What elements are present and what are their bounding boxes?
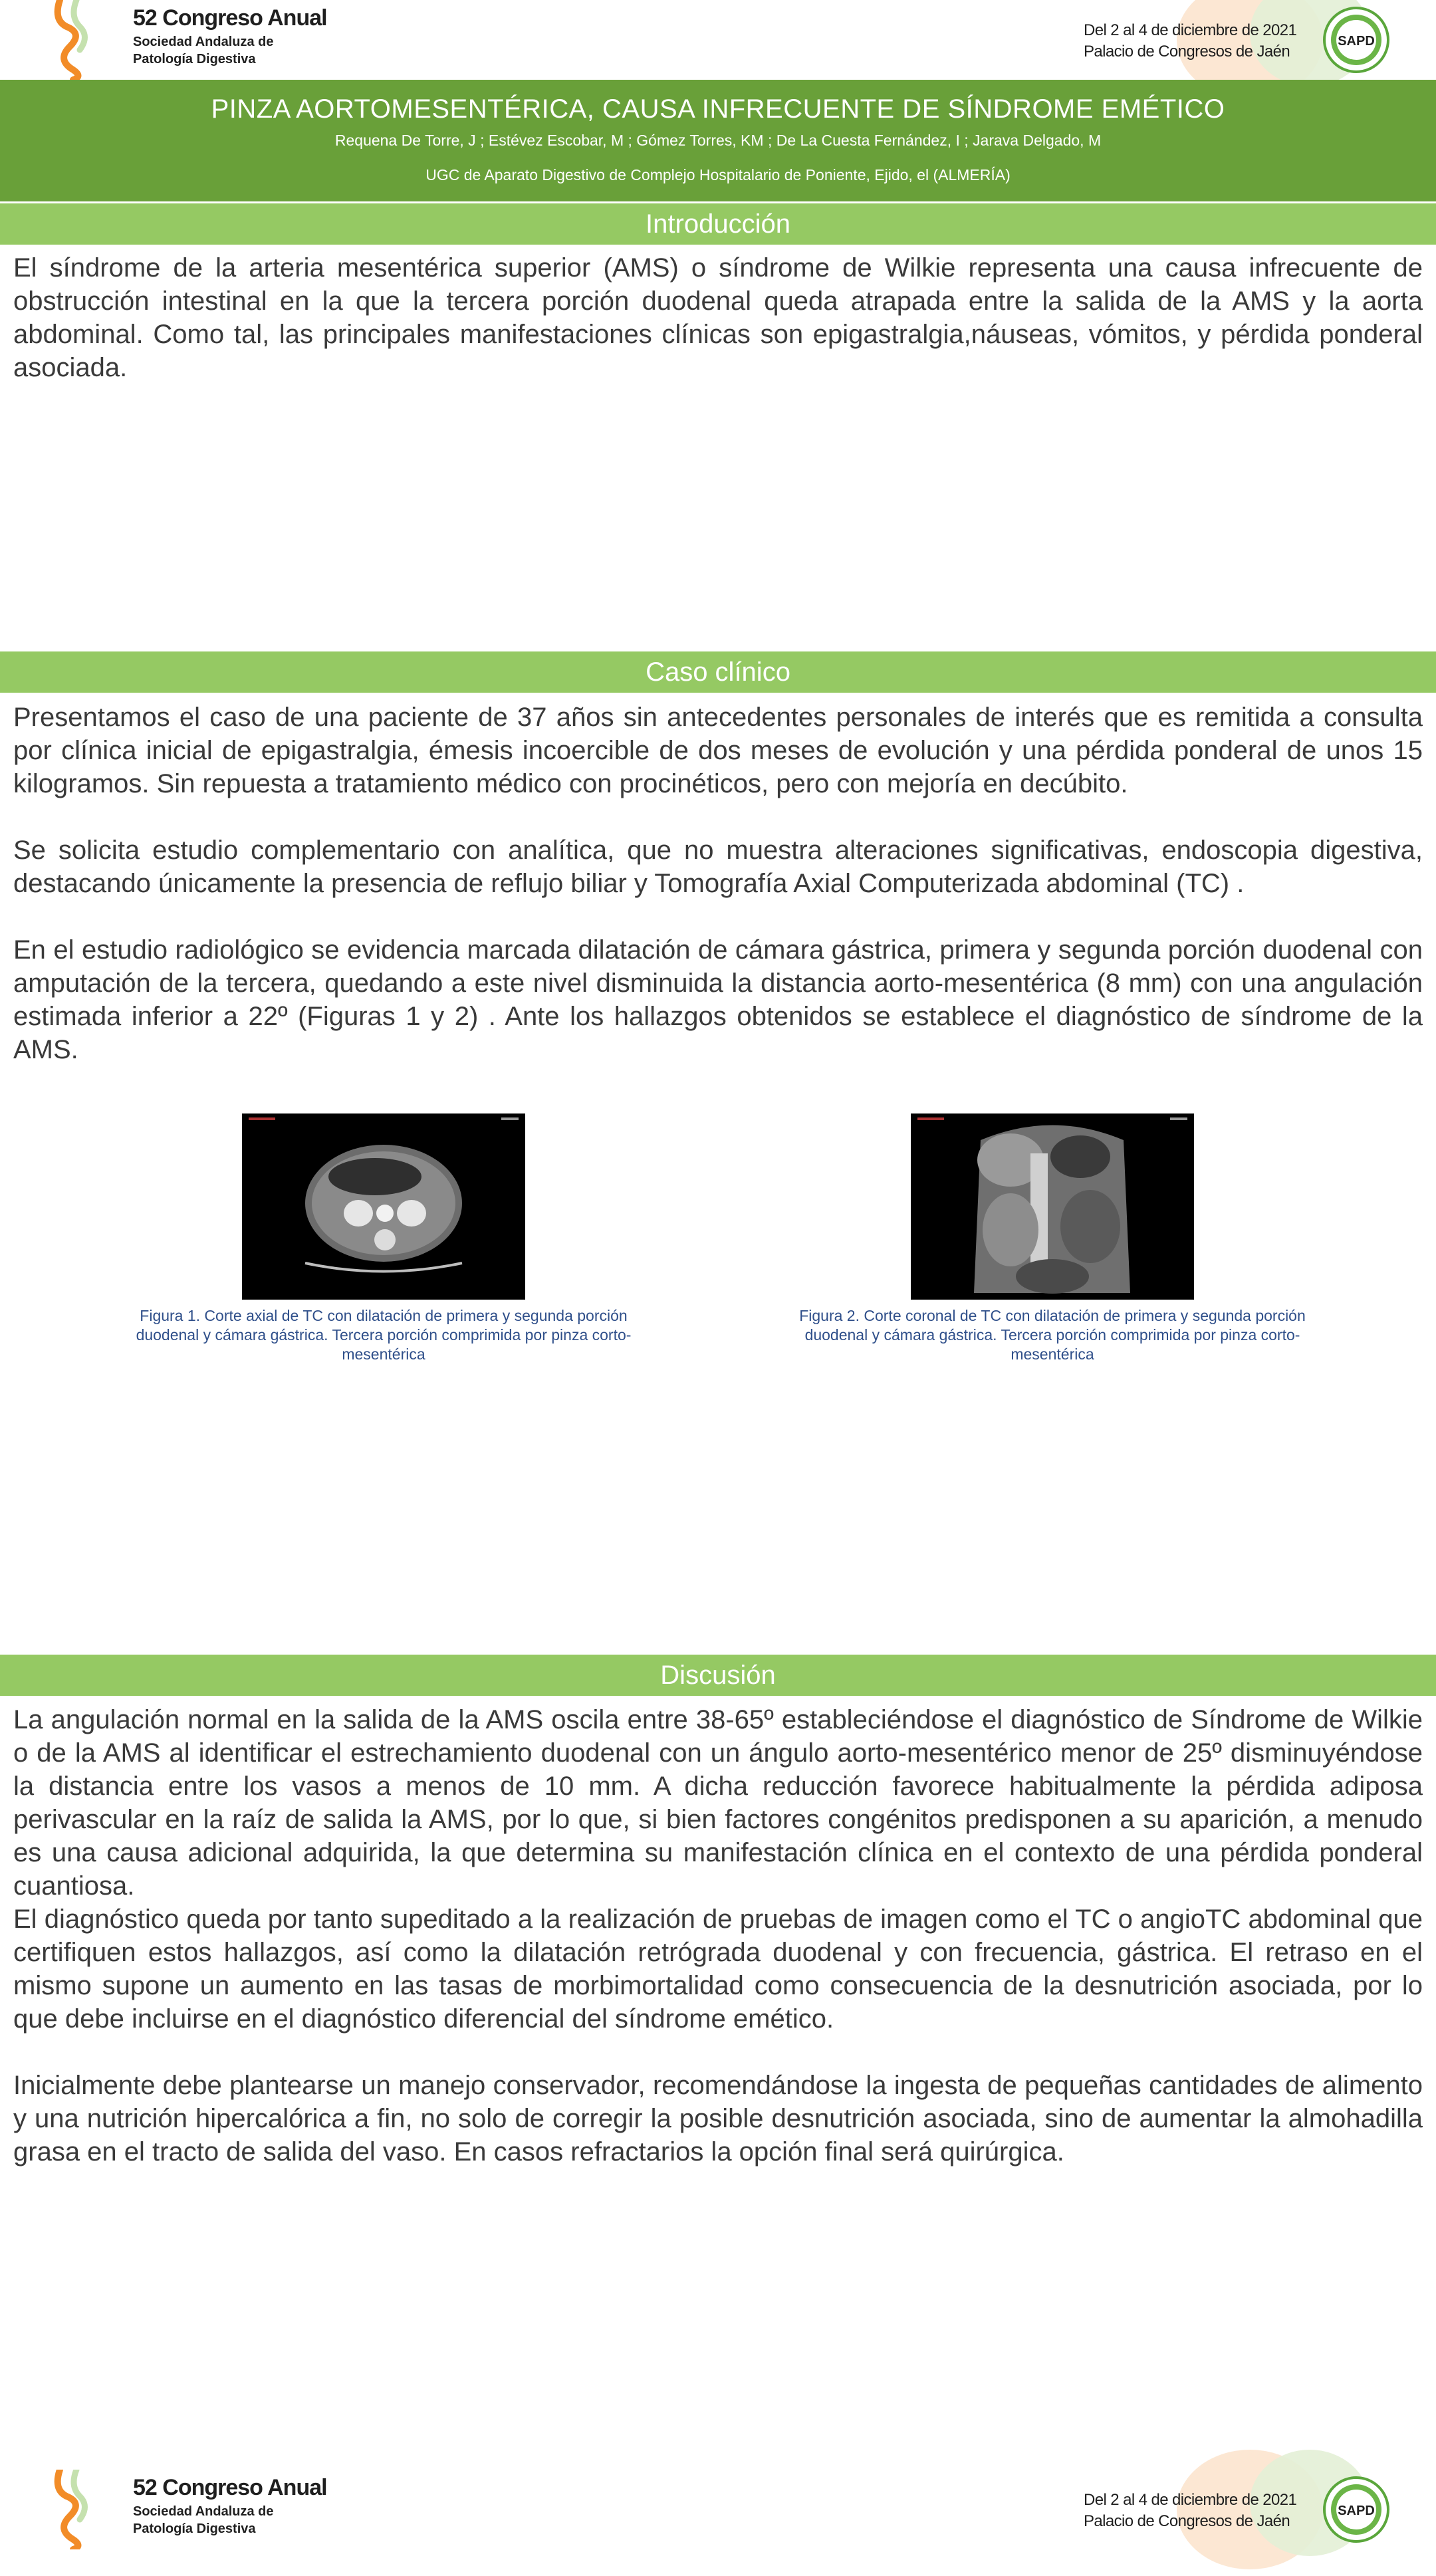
intro-paragraph: El síndrome de la arteria mesentérica superior (AMS) o síndrome de Wilkie representa una causa infrecuente de obstrucción intestinal en la que la tercera porción duodenal queda atrapada entre la salida de la AMS y la aorta abdominal. Como tal, las principales manifestaciones clínicas son epigastralgia,náuseas, vómitos, y pérdida ponderal asociada. (13, 253, 1423, 382)
badge-text-footer: SAPD (1338, 2504, 1375, 2518)
section-heading-discusion: Discusión (0, 1655, 1436, 1696)
intestine-logo-icon (47, 0, 100, 80)
caso-paragraph-1: Presentamos el caso de una paciente de 37 años sin antecedentes personales de interés que es remitida a consulta por clínica inicial de epigastralgia, émesis incoercible de dos meses de evolución y una pérdida ponderal de unos 15 kilogramos. Sin repuesta a tratamiento médico con procinéticos, pero con mejoría en decúbito. (13, 703, 1423, 798)
sapd-badge-icon (1323, 2476, 1389, 2543)
venue-line-footer: Palacio de Congresos de Jaén (1084, 2512, 1290, 2530)
event-dates-footer (1084, 2490, 1296, 2532)
discusion-paragraph-2: El diagnóstico queda por tanto supeditado a la realización de pruebas de imagen como el TC o angioTC abdominal que certifiquen estos hallazgos, así como la dilatación retrógrada duodenal y con frecuencia, gástrica. El retraso en el mismo supone un aumento en las tasas de morbimortalidad como consecuencia de la desnutrición asociada, por lo que debe incluirse en el diagnóstico diferencial del síndrome emético. (13, 1905, 1423, 2034)
figure-1-axial-ct (242, 1113, 525, 1300)
ct-axial-image (242, 1113, 525, 1300)
discusion-paragraph-1: La angulación normal en la salida de la AMS oscila entre 38-65º estableciéndose el diagnóstico de Síndrome de Wilkie o de la AMS al identificar el estrechamiento duodenal con un ángulo aorto-mesentérico menor de 25º disminuyéndose la distancia entre los vasos a menos de 10 mm. A dicha reducción favorece habitualmente la pérdida adiposa perivascular en la raíz de salida la AMS, por lo que, si bien factores congénitos predisponen a su aparición, a menudo es una causa adicional adquirida, la que determina su manifestación clínica en el contexto de una pérdida ponderal cuantiosa. (13, 1705, 1423, 1901)
event-info (1084, 0, 1389, 80)
caso-paragraph-2: Se solicita estudio complementario con analítica, que no muestra alteraciones significativas, endoscopia digestiva, destacando únicamente la presencia de reflujo biliar y Tomografía Axial Computerizada abdominal (TC) . (13, 836, 1423, 898)
society-name (133, 33, 274, 68)
badge-text: SAPD (1338, 34, 1375, 49)
congress-logo (47, 0, 339, 80)
section-heading-caso-clinico: Caso clínico (0, 651, 1436, 693)
affiliation: UGC de Aparato Digestivo de Complejo Hospitalario de Poniente, Ejido, el (ALMERÍA) (425, 166, 1011, 183)
event-dates (1084, 20, 1296, 62)
dates-line-1-footer: Del 2 al 4 de diciembre de 2021 (1084, 2491, 1297, 2509)
dates-line-1: Del 2 al 4 de diciembre de 2021 (1084, 21, 1297, 39)
ct-coronal-image (911, 1113, 1194, 1300)
figure-2-caption: Figura 2. Corte coronal de TC con dilatación de primera y segunda porción duodenal y cámara gástrica. Tercera porción comprimida por pinza corto-mesentérica (799, 1307, 1306, 1363)
poster-title: PINZA AORTOMESENTÉRICA, CAUSA INFRECUENTE DE SÍNDROME EMÉTICO (211, 94, 1225, 124)
authors: Requena De Torre, J ; Estévez Escobar, M ; Gómez Torres, KM ; De La Cuesta Fernández, I ; Jarava Delgado, M (334, 132, 1102, 149)
society-line-2-footer: Patología Digestiva (133, 2521, 256, 2536)
section-heading-introduccion: Introducción (0, 203, 1436, 245)
poster-header (0, 0, 1436, 80)
society-name-footer (133, 2503, 274, 2537)
sapd-badge-icon (1323, 7, 1389, 73)
venue-line: Palacio de Congresos de Jaén (1084, 43, 1290, 60)
discusion-paragraph-3: Inicialmente debe plantearse un manejo conservador, recomendándose la ingesta de pequeñas cantidades de alimento y una nutrición hipercalórica a fin, no solo de corregir la posible desnutrición asociada, sino de aumentar la almohadilla grasa en el tracto de salida del vaso. En casos refractarios la opción final será quirúrgica. (13, 2071, 1423, 2166)
congress-title-footer: 52 Congreso Anual (133, 2475, 327, 2500)
figure-1-caption: Figura 1. Corte axial de TC con dilatación de primera y segunda porción duodenal y cámara gástrica. Tercera porción comprimida por pinza corto-mesentérica (136, 1307, 632, 1363)
title-band (0, 80, 1436, 201)
congress-title: 52 Congreso Anual (133, 5, 327, 31)
society-line-1: Sociedad Andaluza de (133, 35, 274, 49)
society-line-2: Patología Digestiva (133, 52, 256, 66)
event-info-footer (1084, 2470, 1389, 2549)
figure-2-coronal-ct (911, 1113, 1194, 1300)
society-line-1-footer: Sociedad Andaluza de (133, 2504, 274, 2519)
congress-logo-footer (47, 2470, 339, 2549)
poster-footer (0, 2470, 1436, 2549)
caso-paragraph-3: En el estudio radiológico se evidencia marcada dilatación de cámara gástrica, primera y segunda porción duodenal con amputación de la tercera, quedando a este nivel disminuida la distancia aorto-mesentérica (8 mm) con una angulación estimada inferior a 22º (Figuras 1 y 2) . Ante los hallazgos obtenidos se establece el diagnóstico de síndrome de la AMS. (13, 935, 1423, 1064)
intestine-logo-icon (47, 2470, 100, 2549)
